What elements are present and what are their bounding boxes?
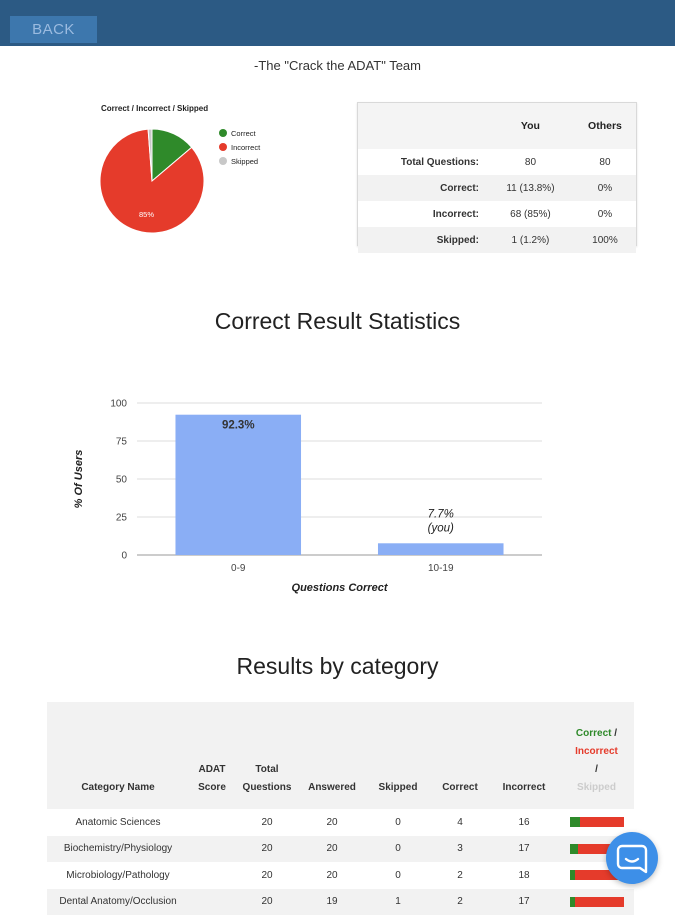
summary-row-incorrect — [358, 201, 636, 227]
category-incorrect: 16 — [489, 809, 559, 836]
col-header-adat-score — [189, 702, 235, 809]
category-correct: 4 — [431, 809, 489, 836]
y-tick-label: 75 — [116, 437, 128, 448]
legend-item-skipped — [219, 154, 260, 168]
x-tick-label: 0-9 — [231, 563, 246, 574]
result-mini-bar-correct — [570, 870, 575, 880]
summary-you: 68 (85%) — [487, 201, 574, 227]
summary-others: 100% — [574, 227, 636, 253]
col-header-answered: Answered — [299, 702, 365, 809]
legend-dot-skipped — [219, 157, 227, 165]
category-row — [47, 809, 634, 836]
col-header-skipped: Skipped — [365, 702, 431, 809]
legend-label-correct: Correct — [231, 129, 256, 138]
result-mini-bar — [570, 897, 624, 907]
summary-label: Skipped: — [358, 227, 487, 253]
summary-header-blank — [358, 103, 487, 149]
summary-row-correct — [358, 175, 636, 201]
category-incorrect: 17 — [489, 889, 559, 915]
y-axis-label: % Of Users — [73, 450, 85, 509]
pie-slice-label: 85% — [139, 210, 154, 219]
cis-header-slash2: / — [595, 764, 598, 775]
summary-you: 11 (13.8%) — [487, 175, 574, 201]
summary-others: 80 — [574, 149, 636, 175]
data-label: 7.7% — [428, 508, 454, 520]
col-header-total-questions — [235, 702, 299, 809]
y-tick-label: 50 — [116, 475, 128, 486]
category-total: 20 — [235, 836, 299, 863]
top-bar — [0, 0, 675, 46]
summary-you: 80 — [487, 149, 574, 175]
col-header-category-name: Category Name — [47, 702, 189, 809]
category-name: Dental Anatomy/Occlusion — [47, 889, 189, 915]
category-answered: 20 — [299, 809, 365, 836]
adat-header-line2: Score — [198, 782, 226, 793]
cis-header-correct: Correct — [576, 728, 612, 739]
category-total: 20 — [235, 889, 299, 915]
back-button[interactable]: BACK — [10, 16, 97, 43]
result-mini-bar-correct — [570, 897, 575, 907]
pie-title: Correct / Incorrect / Skipped — [101, 104, 208, 113]
you-label: (you) — [428, 522, 454, 534]
bar-0-9 — [175, 415, 301, 555]
y-tick-label: 25 — [116, 513, 128, 524]
category-header-row — [47, 702, 634, 809]
summary-label: Total Questions: — [358, 149, 487, 175]
category-row — [47, 862, 634, 889]
category-name: Biochemistry/Physiology — [47, 836, 189, 863]
pie-legend — [219, 126, 260, 168]
category-adat-score — [189, 809, 235, 836]
category-skipped: 1 — [365, 889, 431, 915]
summary-others: 0% — [574, 175, 636, 201]
summary-table — [357, 102, 637, 246]
col-header-incorrect: Incorrect — [489, 702, 559, 809]
pie-chart-svg — [95, 100, 315, 250]
summary-header-row — [358, 103, 636, 149]
summary-others: 0% — [574, 201, 636, 227]
summary-row-total — [358, 149, 636, 175]
stats-title: Correct Result Statistics — [0, 308, 675, 335]
y-tick-label: 100 — [110, 399, 127, 410]
category-skipped: 0 — [365, 836, 431, 863]
category-row — [47, 836, 634, 863]
result-mini-bar-correct — [570, 844, 578, 854]
legend-dot-incorrect — [219, 143, 227, 151]
col-header-correct: Correct — [431, 702, 489, 809]
total-header-line2: Questions — [243, 782, 292, 793]
category-answered: 20 — [299, 862, 365, 889]
chat-bubble-icon — [606, 832, 658, 884]
category-correct: 2 — [431, 862, 489, 889]
bar-chart — [60, 388, 560, 600]
category-adat-score — [189, 862, 235, 889]
summary-label: Incorrect: — [358, 201, 487, 227]
category-table — [47, 702, 634, 915]
category-incorrect: 18 — [489, 862, 559, 889]
x-axis-label: Questions Correct — [292, 582, 389, 594]
data-label: 92.3% — [222, 420, 255, 432]
legend-label-skipped: Skipped — [231, 157, 258, 166]
col-header-correct-incorrect-skipped — [559, 702, 634, 809]
bar-10-19 — [378, 543, 504, 555]
legend-item-incorrect — [219, 140, 260, 154]
chat-button[interactable] — [606, 832, 658, 884]
legend-item-correct — [219, 126, 260, 140]
summary-row-skipped — [358, 227, 636, 253]
category-skipped: 0 — [365, 862, 431, 889]
result-mini-bar-correct — [570, 817, 581, 827]
category-row — [47, 889, 634, 915]
cis-header-slash1: / — [614, 728, 617, 739]
category-correct: 3 — [431, 836, 489, 863]
summary-header-you: You — [487, 103, 574, 149]
category-title: Results by category — [0, 653, 675, 680]
category-name: Anatomic Sciences — [47, 809, 189, 836]
cis-header-skipped: Skipped — [577, 782, 616, 793]
summary-you: 1 (1.2%) — [487, 227, 574, 253]
pie-chart — [95, 100, 315, 250]
category-total: 20 — [235, 862, 299, 889]
category-adat-score — [189, 889, 235, 915]
x-tick-label: 10-19 — [428, 563, 454, 574]
legend-dot-correct — [219, 129, 227, 137]
category-adat-score — [189, 836, 235, 863]
legend-label-incorrect: Incorrect — [231, 143, 260, 152]
summary-label: Correct: — [358, 175, 487, 201]
category-answered: 20 — [299, 836, 365, 863]
adat-header-line1: ADAT — [198, 764, 225, 775]
cis-header-incorrect: Incorrect — [575, 746, 618, 757]
result-mini-bar — [570, 817, 624, 827]
team-signature: -The "Crack the ADAT" Team — [0, 58, 675, 73]
category-answered: 19 — [299, 889, 365, 915]
summary-header-others: Others — [574, 103, 636, 149]
category-result-bar — [559, 889, 634, 915]
y-tick-label: 0 — [121, 551, 127, 562]
category-total: 20 — [235, 809, 299, 836]
category-name: Microbiology/Pathology — [47, 862, 189, 889]
category-incorrect: 17 — [489, 836, 559, 863]
category-skipped: 0 — [365, 809, 431, 836]
category-correct: 2 — [431, 889, 489, 915]
total-header-line1: Total — [255, 764, 278, 775]
